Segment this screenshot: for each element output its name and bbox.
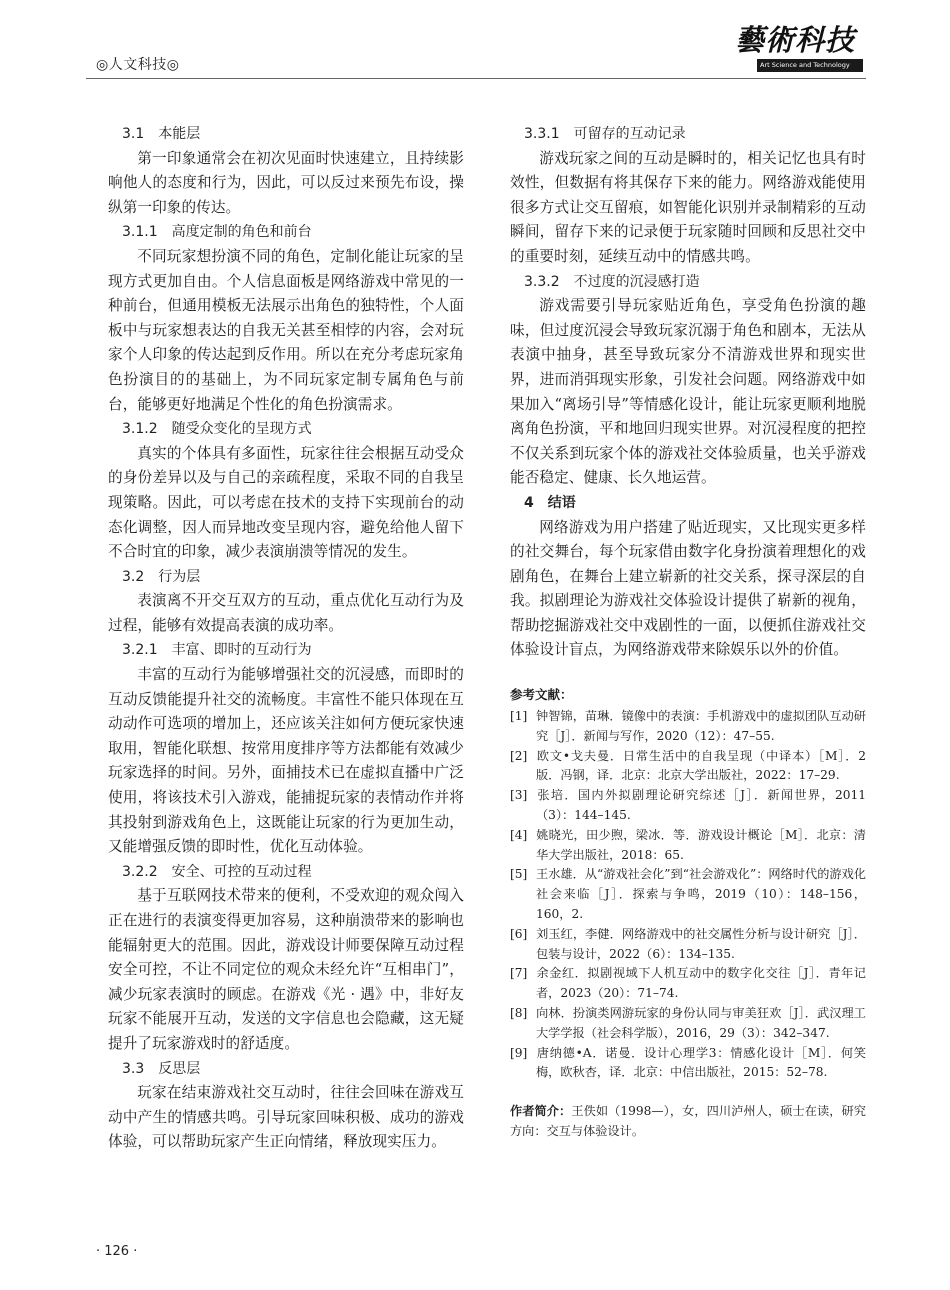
reference-text: 唐纳德•A．诺曼．设计心理学3：情感化设计［M］．何笑梅，欧秋杏，译．北京：中信出版社，2015：52–78. bbox=[536, 1045, 866, 1080]
right-column bbox=[510, 122, 866, 1141]
section-heading: 3.3.1 可留存的互动记录 bbox=[524, 126, 686, 142]
section-heading: 3.2 行为层 bbox=[122, 568, 201, 585]
journal-logo bbox=[735, 22, 867, 74]
reference-text: 张培．国内外拟剧理论研究综述［J］．新闻世界，2011（3）：144–145. bbox=[536, 788, 866, 823]
reference-item bbox=[510, 786, 866, 826]
reference-item bbox=[510, 1004, 866, 1044]
reference-text: 欧文•戈夫曼．日常生活中的自我呈现（中译本）［M］．2版．冯钢，译．北京：北京大学出版社，2022：17–29. bbox=[536, 748, 866, 783]
reference-number: [8] bbox=[510, 1006, 528, 1021]
reference-number: [3] bbox=[510, 788, 528, 803]
reference-text: 向林．扮演类网游玩家的身份认同与审美狂欢［J］．武汉理工大学学报（社会科学版），2016，29（3）：342–347. bbox=[536, 1006, 866, 1040]
body-paragraph: 游戏需要引导玩家贴近角色，享受角色扮演的趣味，但过度沉浸会导致玩家沉溺于角色和剧本，无法从表演中抽身，甚至导致玩家分不清游戏世界和现实世界，进而消弭现实形象，引发社会问题。网络游戏中如果加入“离场引导”等情感化设计，能让玩家更顺利地脱离角色扮演，平和地回归现实世界。对沉浸程度的把控不仅关系到玩家个体的游戏社交体验质量，也关乎游戏能否稳定、健康、长久地运营。 bbox=[510, 297, 866, 487]
section-heading: 3.1.1 高度定制的角色和前台 bbox=[122, 224, 312, 241]
journal-section-label: ◎人文科技◎ bbox=[96, 57, 180, 73]
reference-number: [2] bbox=[510, 748, 528, 763]
body-paragraph: 真实的个体具有多面性，玩家往往会根据互动受众的身份差异以及与自己的亲疏程度，采取不同的自我呈现策略。因此，可以考虑在技术的支持下实现前台的动态化调整，因人而异地改变呈现内容，避免给他人留下不合时宜的印象，减少表演崩溃等情况的发生。 bbox=[108, 444, 464, 561]
body-paragraph: 第一印象通常会在初次见面时快速建立，且持续影响他人的态度和行为，因此，可以反过来预先布设，操纵第一印象的传达。 bbox=[108, 149, 464, 216]
reference-text: 王水雄．从“游戏社会化”到“社会游戏化”：网络时代的游戏化社会来临［J］．探索与争鸣，2019（10）：148–156，160，2. bbox=[536, 867, 866, 922]
reference-item bbox=[510, 747, 866, 787]
references-list bbox=[510, 707, 866, 1083]
section-heading: 3.1.2 随受众变化的呈现方式 bbox=[122, 421, 312, 438]
reference-text: 刘玉红，李健．网络游戏中的社交属性分析与设计研究［J］．包装与设计，2022（6）：134–135. bbox=[536, 926, 866, 961]
reference-number: [5] bbox=[510, 867, 528, 882]
body-paragraph: 游戏玩家之间的互动是瞬时的，相关记忆也具有时效性，但数据有将其保存下来的能力。网络游戏能使用很多方式让交互留痕，如智能化识别并录制精彩的互动瞬间，留存下来的记录便于玩家随时回顾和反思社交中的重要时刻，延续互动中的情感共鸣。 bbox=[510, 149, 866, 265]
reference-number: [1] bbox=[510, 709, 528, 724]
section-heading: 3.2.2 安全、可控的互动过程 bbox=[122, 863, 312, 880]
section-heading: 3.3.2 不过度的沉浸感打造 bbox=[524, 273, 700, 290]
reference-item bbox=[510, 707, 866, 747]
reference-text: 余金红．拟剧视域下人机互动中的数字化交往［J］．青年记者，2023（20）：71–74. bbox=[536, 966, 866, 1001]
reference-number: [9] bbox=[510, 1045, 528, 1060]
section-heading: 4 结语 bbox=[524, 494, 576, 511]
body-paragraph: 网络游戏为用户搭建了贴近现实，又比现实更多样的社交舞台，每个玩家借由数字化身扮演着理想化的戏剧角色，在舞台上建立崭新的社交关系，探寻深层的自我。拟剧理论为游戏社交体验设计提供了崭新的视角，帮助挖掘游戏社交中戏剧性的一面，以便抓住游戏社交体验设计盲点，为网络游戏带来除娱乐以外的价值。 bbox=[510, 518, 866, 659]
right-column-body bbox=[510, 122, 866, 663]
header-divider bbox=[86, 78, 866, 79]
references-title: 参考文献： bbox=[510, 687, 573, 703]
reference-item bbox=[510, 964, 866, 1004]
journal-logo-english: Art Science and Technology bbox=[757, 59, 863, 72]
section-heading: 3.3 反思层 bbox=[122, 1060, 201, 1077]
body-paragraph: 不同玩家想扮演不同的角色，定制化能让玩家的呈现方式更加自由。个人信息面板是网络游戏中常见的一种前台，但通用模板无法展示出角色的独特性，个人面板中与玩家想表达的自我无关甚至相悖的内容，会对玩家个人印象的传达起到反作用。所以在充分考虑玩家角色扮演目的的基础上，为不同玩家定制专属角色与前台，能够更好地满足个性化的角色扮演需求。 bbox=[108, 247, 464, 413]
reference-number: [7] bbox=[510, 966, 528, 981]
section-heading: 3.1 本能层 bbox=[122, 126, 201, 142]
author-bio-text: 王佚如（1998—），女，四川泸州人，硕士在读，研究方向：交互与体验设计。 bbox=[510, 1104, 866, 1139]
section-heading: 3.2.1 丰富、即时的互动行为 bbox=[122, 642, 312, 659]
body-paragraph: 基于互联网技术带来的便利，不受欢迎的观众闯入正在进行的表演变得更加容易，这种崩溃带来的影响也能辐射更大的范围。因此，游戏设计师要保障互动过程安全可控，不让不同定位的观众未经允许“互相串门”，减少玩家表演时的顾虑。在游戏《光 · 遇》中，非好友玩家不能展开互动，发送的文字信息也会隐藏，这无疑提升了玩家游戏时的舒适度。 bbox=[108, 887, 464, 1052]
page-number: · 126 · bbox=[96, 1244, 138, 1259]
reference-item bbox=[510, 1044, 866, 1084]
left-column bbox=[108, 122, 464, 1155]
journal-logo-chinese: 藝術科技 bbox=[735, 23, 856, 57]
body-paragraph: 表演离不开交互双方的互动，重点优化互动行为及过程，能够有效提高表演的成功率。 bbox=[108, 592, 464, 634]
author-bio bbox=[510, 1101, 866, 1141]
reference-number: [6] bbox=[510, 926, 528, 941]
reference-text: 姚晓光，田少煦，梁冰．等．游戏设计概论［M］．北京：清华大学出版社，2018：65. bbox=[536, 827, 866, 862]
reference-item bbox=[510, 925, 866, 965]
reference-item bbox=[510, 865, 866, 924]
reference-item bbox=[510, 826, 866, 866]
reference-number: [4] bbox=[510, 827, 528, 842]
body-paragraph: 丰富的互动行为能够增强社交的沉浸感，而即时的互动反馈能提升社交的流畅度。丰富性不能只体现在互动动作可选项的增加上，还应该关注如何方便玩家快速取用，智能化联想、按常用度排序等方法都能有效减少玩家选择的时间。另外，面捕技术已在虚拟直播中广泛使用，将该技术引入游戏，能捕捉玩家的表情动作并将其投射到游戏角色上，这既能让玩家的行为更加生动，又能增强反馈的即时性，优化互动体验。 bbox=[108, 666, 464, 856]
reference-text: 钟智锦，苗琳．镜像中的表演：手机游戏中的虚拟团队互动研究［J］．新闻与写作，2020（12）：47–55. bbox=[536, 709, 866, 743]
author-bio-label: 作者简介： bbox=[510, 1104, 572, 1119]
body-paragraph: 玩家在结束游戏社交互动时，往往会回味在游戏互动中产生的情感共鸣。引导玩家回味积极、成功的游戏体验，可以帮助玩家产生正向情绪，释放现实压力。 bbox=[108, 1084, 464, 1151]
